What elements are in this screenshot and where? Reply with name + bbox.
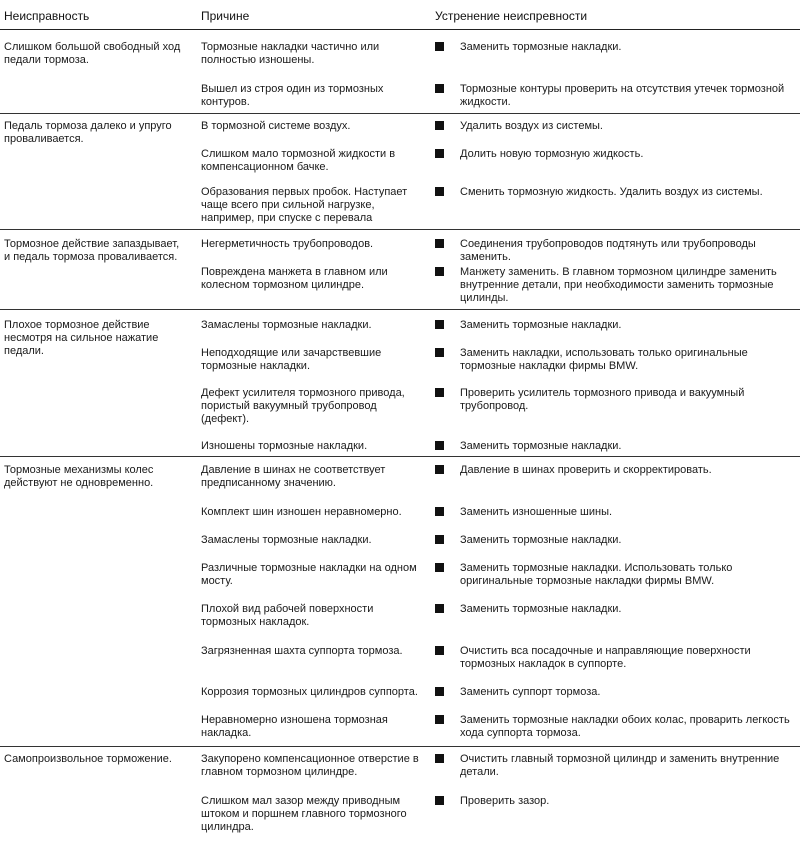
remedy-text: Заменить тормозные накладки обоих колас, проварить легкость хода суппорта тормоза.: [460, 714, 790, 739]
header-remedy: Устренение неиспревности: [435, 9, 588, 23]
header-fault: Неисправность: [4, 9, 90, 23]
fault-text: Самопроизвольное торможение.: [4, 753, 172, 765]
bullet-icon: [435, 604, 444, 613]
remedy-text: Заменить накладки, использовать только оригинальные тормозные накладки фирмы BMW.: [460, 347, 748, 372]
bullet-icon: [435, 149, 444, 158]
fault-text: Тормозное действие запаздывает, и педаль тормоза проваливается.: [4, 238, 180, 263]
bullet-icon: [435, 320, 444, 329]
remedy-text: Заменить тормозные накладки.: [460, 603, 622, 615]
cause-text: Плохой вид рабочей поверхности тормозных накладок.: [201, 603, 374, 628]
cause-text: В тормозной системе воздух.: [201, 120, 351, 132]
remedy-text: Заменить тормозные накладки.: [460, 534, 622, 546]
remedy-text: Тормозные контуры проверить на отсутствия утечек тормозной жидкости.: [460, 83, 785, 108]
bullet-icon: [435, 441, 444, 450]
table-group: [0, 310, 800, 457]
bullet-icon: [435, 388, 444, 397]
table-header: [0, 0, 800, 30]
cause-text: Замаслены тормозные накладки.: [201, 319, 372, 331]
cause-text: Слишком мал зазор между приводным штоком и поршнем главного тормозного цилиндра.: [201, 795, 407, 833]
bullet-icon: [435, 687, 444, 696]
bullet-icon: [435, 563, 444, 572]
remedy-text: Заменить изношенные шины.: [460, 506, 613, 518]
bullet-icon: [435, 796, 444, 805]
remedy-text: Давление в шинах проверить и скорректировать.: [460, 464, 712, 476]
cause-text: Слишком мало тормозной жидкости в компенсационном бачке.: [201, 148, 396, 173]
remedy-text: Заменить суппорт тормоза.: [460, 686, 601, 698]
header-cause: Причине: [201, 9, 250, 23]
cause-text: Различные тормозные накладки на одном мосту.: [201, 562, 417, 587]
bullet-icon: [435, 348, 444, 357]
remedy-text: Заменить тормозные накладки.: [460, 440, 622, 452]
cause-text: Повреждена манжета в главном или колесном тормозном цилиндре.: [201, 266, 388, 291]
bullet-icon: [435, 84, 444, 93]
fault-text: Плохое тормозное действие несмотря на сильное нажатие педали.: [4, 319, 159, 357]
remedy-text: Очистить вса посадочные и направляющие поверхности тормозных накладок в суппорте.: [460, 645, 751, 670]
remedy-text: Очистить главный тормозной цилиндр и заменить внутренние детали.: [460, 753, 780, 778]
remedy-text: Соединения трубопроводов подтянуть или трубопроводы заменить.: [460, 238, 756, 263]
table-group: [0, 114, 800, 230]
cause-text: Комплект шин изношен неравномерно.: [201, 506, 402, 518]
remedy-text: Заменить тормозные накладки.: [460, 41, 622, 53]
remedy-text: Удалить воздух из системы.: [460, 120, 603, 132]
bullet-icon: [435, 507, 444, 516]
bullet-icon: [435, 121, 444, 130]
fault-text: Педаль тормоза далеко и упруго проваливается.: [4, 120, 172, 145]
cause-text: Коррозия тормозных цилиндров суппорта.: [201, 686, 418, 698]
cause-text: Замаслены тормозные накладки.: [201, 534, 372, 546]
cause-text: Негерметичность трубопроводов.: [201, 238, 374, 250]
bullet-icon: [435, 42, 444, 51]
cause-text: Загрязненная шахта суппорта тормоза.: [201, 645, 403, 657]
bullet-icon: [435, 646, 444, 655]
cause-text: Тормозные накладки частично или полностью изношены.: [201, 41, 380, 66]
cause-text: Вышел из строя один из тормозных контуров.: [201, 83, 384, 108]
bullet-icon: [435, 239, 444, 248]
remedy-text: Долить новую тормозную жидкость.: [460, 148, 644, 160]
cause-text: Неравномерно изношена тормозная накладка.: [201, 714, 388, 739]
bullet-icon: [435, 187, 444, 196]
table-group: [0, 457, 800, 747]
remedy-text: Манжету заменить. В главном тормозном цилиндре заменить внутренние детали, при необходимости заменить тормозные цилинды.: [460, 266, 777, 304]
bullet-icon: [435, 754, 444, 763]
remedy-text: Проверить усилитель тормозного привода и вакуумный трубопровод.: [460, 387, 745, 412]
table-group: [0, 230, 800, 310]
remedy-text: Проверить зазор.: [460, 795, 550, 807]
fault-text: Тормозные механизмы колес действуют не одновременно.: [4, 464, 154, 489]
remedy-text: Сменить тормозную жидкость. Удалить воздух из системы.: [460, 186, 763, 198]
cause-text: Неподходящие или зачарствевшие тормозные накладки.: [201, 347, 382, 372]
fault-text: Слишком большой свободный ход педали тормоза.: [4, 41, 181, 66]
remedy-text: Заменить тормозные накладки.: [460, 319, 622, 331]
table-group: [0, 30, 800, 114]
remedy-text: Заменить тормозные накладки. Использовать только оригинальные тормозные накладки фирмы BMW.: [460, 562, 733, 587]
cause-text: Закупорено компенсационное отверстие в главном тормозном цилиндре.: [201, 753, 419, 778]
cause-text: Образования первых пробок. Наступает чаще всего при сильной нагрузке, например, при спуске с перевала: [201, 186, 408, 224]
cause-text: Давление в шинах не соответствует предписанному значению.: [201, 464, 386, 489]
bullet-icon: [435, 535, 444, 544]
bullet-icon: [435, 465, 444, 474]
cause-text: Дефект усилителя тормозного привода, пористый вакуумный трубопровод (дефект).: [201, 387, 405, 425]
cause-text: Изношены тормозные накладки.: [201, 440, 368, 452]
bullet-icon: [435, 715, 444, 724]
table-group: [0, 747, 800, 843]
bullet-icon: [435, 267, 444, 276]
